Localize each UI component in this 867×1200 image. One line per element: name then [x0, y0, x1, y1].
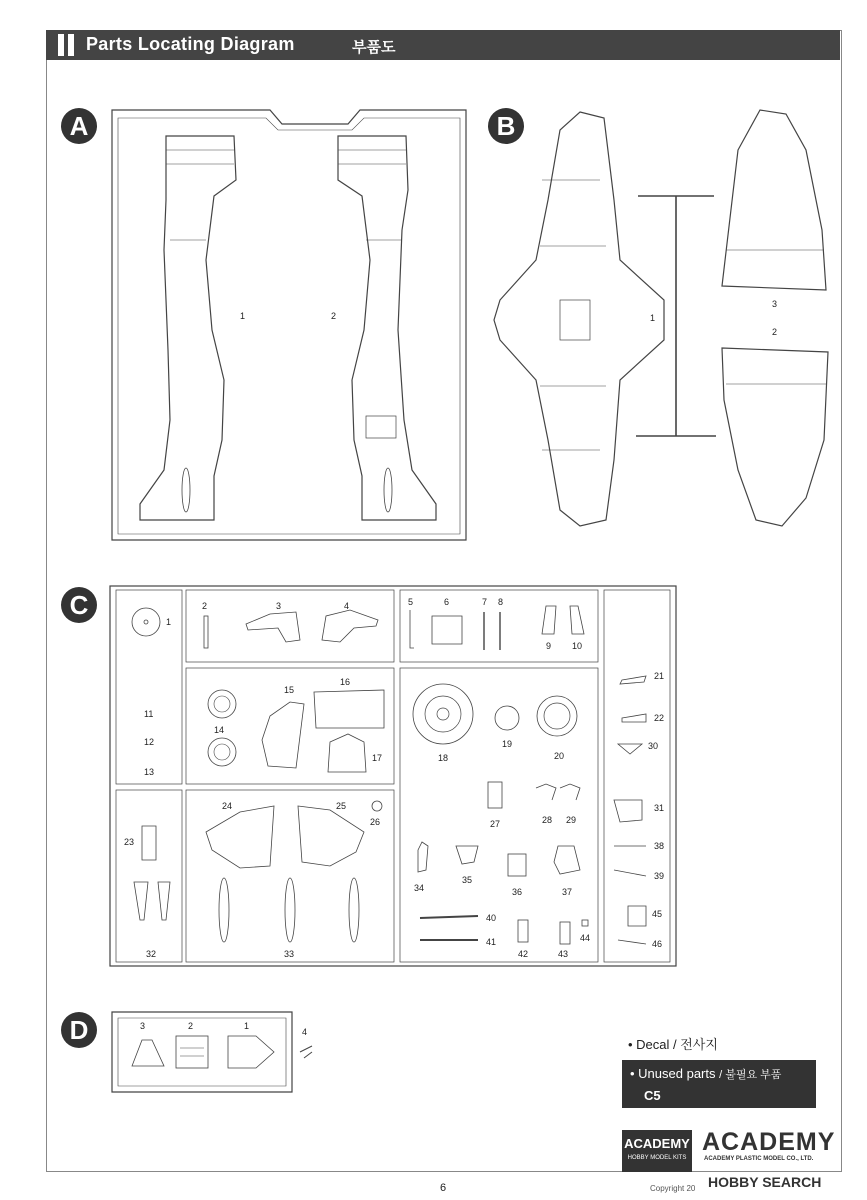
sprue-a-frame-inner [118, 118, 460, 534]
part-number: 1 [650, 313, 656, 323]
part-number: 23 [124, 837, 135, 847]
academy-brand-logo: ACADEMY [702, 1128, 836, 1156]
part-number: 15 [284, 685, 295, 695]
sprue-d-frame [112, 1012, 292, 1092]
unused-parts-box [622, 1060, 816, 1108]
brand-company-name: ACADEMY PLASTIC MODEL CO., LTD. [704, 1156, 814, 1162]
lower-wing [494, 112, 664, 526]
page-title: Parts Locating Diagram [86, 34, 295, 54]
sprue-b-runner [636, 196, 716, 436]
part-number: 24 [222, 801, 233, 811]
part-number: 25 [336, 801, 347, 811]
part-number: 34 [414, 883, 425, 893]
part-number: 38 [654, 841, 665, 851]
page-title-korean: 부품도 [352, 39, 396, 56]
part-number: 12 [144, 737, 155, 747]
part-number: 41 [486, 937, 497, 947]
part-number: 14 [214, 725, 225, 735]
sprue-badge-a: A [61, 108, 97, 144]
unused-label-korean: / 불필요 부품 [719, 1069, 782, 1081]
part-number: 39 [654, 871, 665, 881]
part-number: 46 [652, 939, 663, 949]
upper-wing-left [722, 348, 828, 526]
part-number: 22 [654, 713, 665, 723]
part-number: 32 [146, 949, 157, 959]
sprue-c-frame [110, 586, 676, 966]
part-number: 19 [502, 739, 513, 749]
part-number: 27 [490, 819, 501, 829]
part-number: 18 [438, 753, 449, 763]
part-number: 35 [462, 875, 473, 885]
watermark: HOBBY SEARCH [708, 1174, 822, 1190]
part-number: 3 [276, 601, 282, 611]
part-number: 43 [558, 949, 569, 959]
part-number: 13 [144, 767, 155, 777]
part-number: 28 [542, 815, 553, 825]
part-number: 20 [554, 751, 565, 761]
bullet-icon: • [628, 1037, 637, 1052]
part-number: 1 [244, 1021, 250, 1031]
part-number: 31 [654, 803, 665, 813]
part-number: 3 [140, 1021, 146, 1031]
part-number: 2 [772, 327, 778, 337]
part-number: 4 [302, 1027, 308, 1037]
legend-decal: • Decal / 전사지 [628, 1037, 718, 1052]
sprue-badge-b: B [488, 108, 524, 144]
unused-label: Unused parts [638, 1066, 716, 1081]
part-number: 26 [370, 817, 381, 827]
part-number: 4 [344, 601, 350, 611]
part-number: 16 [340, 677, 351, 687]
part-number: 17 [372, 753, 383, 763]
part-number: 8 [498, 597, 504, 607]
fuselage-right [338, 136, 436, 520]
part-number: 9 [546, 641, 552, 651]
part-number: 3 [772, 299, 778, 309]
page-number: 6 [440, 1182, 447, 1194]
part-number: 2 [331, 311, 337, 321]
part-number: 37 [562, 887, 573, 897]
part-number: 5 [408, 597, 414, 607]
part-number: 2 [188, 1021, 194, 1031]
part-number: 10 [572, 641, 583, 651]
part-number: 36 [512, 887, 523, 897]
fuselage-left [140, 136, 236, 520]
copyright: Copyright 20 [650, 1184, 696, 1193]
part-number: 33 [284, 949, 295, 959]
part-number: 11 [144, 709, 154, 719]
part-number: 1 [166, 617, 172, 627]
part-number: 7 [482, 597, 488, 607]
sprue-badge-d: D [61, 1012, 97, 1048]
sprue-a-frame [112, 110, 466, 540]
academy-logo-box: ACADEMY HOBBY MODEL KITS [622, 1130, 692, 1172]
upper-wing-right [722, 110, 826, 290]
sprue-badge-c: C [61, 587, 97, 623]
bullet-icon: • [630, 1066, 639, 1081]
part-number: 6 [444, 597, 450, 607]
part-number: 30 [648, 741, 659, 751]
part-number: 45 [652, 909, 663, 919]
part-number: 44 [580, 933, 591, 943]
unused-parts-list: C5 [644, 1088, 661, 1103]
part-number: 2 [202, 601, 208, 611]
part-number: 40 [486, 913, 497, 923]
part-number: 29 [566, 815, 577, 825]
part-number: 21 [654, 671, 665, 681]
part-number: 1 [240, 311, 246, 321]
part-number: 42 [518, 949, 529, 959]
